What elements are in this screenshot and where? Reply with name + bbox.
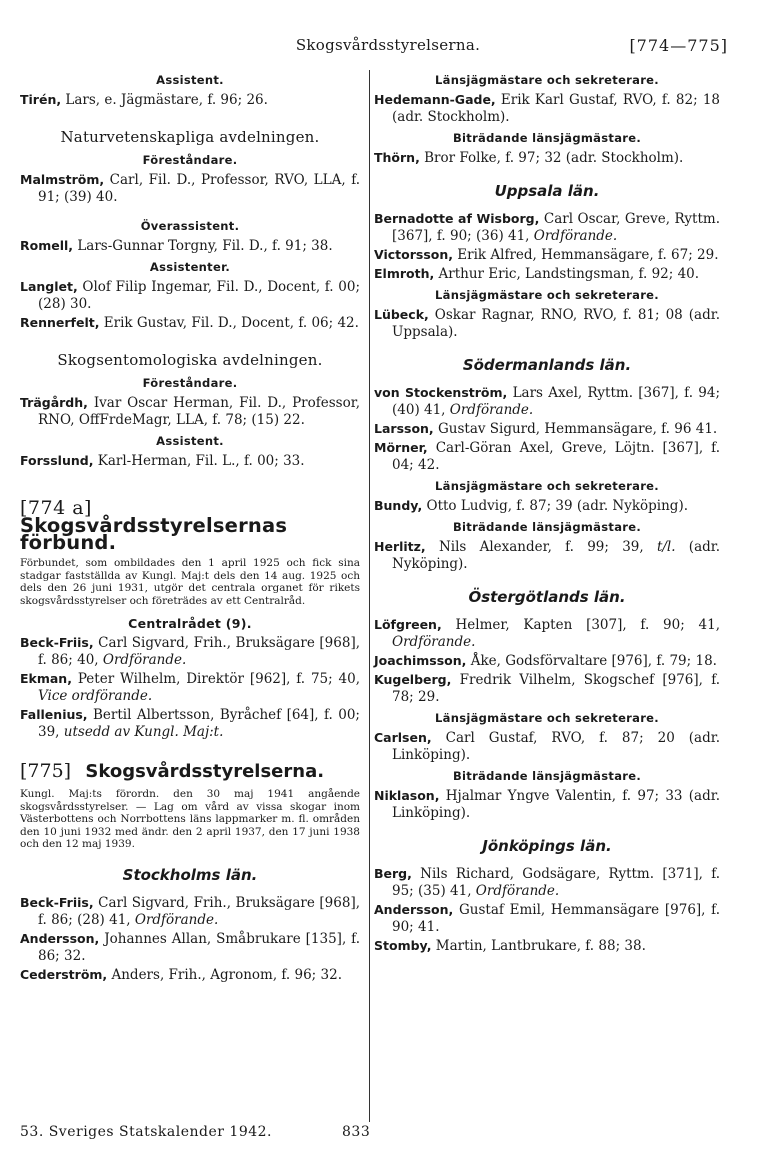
section-number: [775] [20,760,72,782]
entry-ekman: Ekman, Peter Wilhelm, Direktör [962], f. 75; 40, Vice ordförande. [20,671,360,704]
section-heading-775 [20,760,360,782]
role-label: Föreståndare. [142,376,238,390]
entry-forsslund: Forsslund, Karl-Herman, Fil. L., f. 00; 33. [20,453,305,469]
entry-malmstrom: Malmström, Carl, Fil. D., Professor, RVO, LLA, f. 91; (39) 40. [20,172,361,205]
county-heading: Södermanlands län. [462,356,632,374]
role-label: Biträdande länsjägmästare. [452,769,641,783]
page-range: [774—775] [629,36,728,55]
role-label: Centralrådet (9). [128,616,252,631]
role-label: Överassistent. [140,219,240,233]
role-label: Assistent. [156,73,224,87]
role-label: Länsjägmästare och sekreterare. [435,288,659,302]
entry-cederstrom: Cederström, Anders, Frih., Agronom, f. 96; 32. [20,966,342,983]
entry-carlsen: Carlsen, Carl Gustaf, RVO, f. 87; 20 (adr. Linköping). [374,730,720,763]
entry-langlet: Langlet, Olof Filip Ingemar, Fil. D., Docent, f. 00; (28) 30. [20,279,360,312]
entry-bernadotte: Bernadotte af Wisborg, Carl Oscar, Greve, Ryttm. [367], f. 90; (36) 41, Ordförande. [374,211,720,244]
entry-kugelberg: Kugelberg, Fredrik Vilhelm, Skogschef [976], f. 78; 29. [374,672,721,705]
right-column [374,72,720,956]
entry-andersson: Andersson, Johannes Allan, Småbrukare [135], f. 86; 32. [20,930,360,964]
entry-victorsson: Victorsson, Erik Alfred, Hemmansägare, f. 67; 29. [374,247,719,263]
role-label: Assistenter. [149,260,231,274]
entry-lubeck: Lübeck, Oskar Ragnar, RNO, RVO, f. 81; 08 (adr. Uppsala). [374,307,721,340]
role-label: Länsjägmästare och sekreterare. [435,73,659,87]
entry-romell: Romell, Lars-Gunnar Torgny, Fil. D., f. 91; 38. [20,238,333,254]
entry-tiren: Tirén, Lars, e. Jägmästare, f. 96; 26. [20,92,268,108]
entry-beckfriis: Beck-Friis, Carl Sigvard, Frih., Bruksägare [968], f. 86; (28) 41, Ordförande. [20,894,360,928]
entry-stomby: Stomby, Martin, Lantbrukare, f. 88; 38. [374,938,646,954]
entry-berg: Berg, Nils Richard, Godsägare, Ryttm. [371], f. 95; (35) 41, Ordförande. [374,866,721,899]
role-label: Biträdande länsjägmästare. [452,131,641,145]
entry-elmroth: Elmroth, Arthur Eric, Landstingsman, f. 92; 40. [374,266,700,282]
section-description: Kungl. Maj:ts förordn. den 30 maj 1941 angående skogsvårdsstyrelser. — Lag om vård av vissa skogar inom Västerbottens och Norrbottens läns lappmarker m. fl. områden den 10 juni 1932 med ändr. den 2 april 1937, den 17 juni 1938 och den 12 maj 1939. [20,788,360,850]
section-heading: Skogsvårdsstyrelsernas förbund. [20,514,288,554]
entry-fallenius: Fallenius, Bertil Albertsson, Byråchef [64], f. 00; 39, utsedd av Kungl. Maj:t. [20,707,360,740]
department-heading: Skogsentomologiska avdelningen. [57,351,323,369]
county-heading: Jönköpings län. [482,837,612,855]
section-number: [774 a] [20,497,92,519]
entry-larsson: Larsson, Gustav Sigurd, Hemmansägare, f. 96 41. [374,421,718,437]
county-heading: Östergötlands län. [468,588,626,606]
page-footer [20,1124,371,1140]
county-heading: Stockholms län. [122,865,258,884]
entry-morner: Mörner, Carl-Göran Axel, Greve, Löjtn. [367], f. 04; 42. [374,440,720,473]
county-heading: Uppsala län. [494,182,600,200]
department-heading: Naturvetenskapliga avdelningen. [60,128,320,146]
entry-joachimsson: Joachimsson, Åke, Godsförvaltare [976], f. 79; 18. [374,653,717,669]
role-label: Assistent. [156,434,224,448]
role-label: Biträdande länsjägmästare. [452,520,641,534]
role-label: Länsjägmästare och sekreterare. [435,711,659,725]
section-title: Skogsvårdsstyrelserna. [85,761,325,782]
footer-source: 53. Sveriges Statskalender 1942. [20,1124,273,1140]
entry-thorn: Thörn, Bror Folke, f. 97; 32 (adr. Stockholm). [374,150,684,166]
entry-hedemann: Hedemann-Gade, Erik Karl Gustaf, RVO, f. 82; 18 (adr. Stockholm). [374,92,721,125]
entry-herlitz: Herlitz, Nils Alexander, f. 99; 39, t/l. (adr. Nyköping). [374,539,721,572]
entry-andersson: Andersson, Gustaf Emil, Hemmansägare [976], f. 90; 41. [374,902,720,935]
section-description: Förbundet, som ombildades den 1 april 1925 och fick sina stadgar fastställda av Kungl. Maj:t dels den 14 aug. 1925 och dels den 26 juni 1931, utgör det centrala organet för rikets skogsvårdsstyrelser och företrädes av ett Centralråd. [20,557,360,607]
role-label: Föreståndare. [142,153,238,167]
column-divider [369,70,370,1122]
entry-niklason: Niklason, Hjalmar Yngve Valentin, f. 97; 33 (adr. Linköping). [374,788,720,821]
entry-bundy: Bundy, Otto Ludvig, f. 87; 39 (adr. Nyköping). [374,498,689,514]
entry-lofgreen: Löfgreen, Helmer, Kapten [307], f. 90; 41, Ordförande. [374,617,720,650]
role-label: Länsjägmästare och sekreterare. [435,479,659,493]
entry-beckfriis: Beck-Friis, Carl Sigvard, Frih., Bruksägare [968], f. 86; 40, Ordförande. [20,635,360,668]
entry-tragardh: Trägårdh, Ivar Oscar Herman, Fil. D., Professor, RNO, OffFrdeMagr, LLA, f. 78; (15) 22. [20,395,360,428]
left-column [20,72,360,985]
page-title: Skogsvårdsstyrelserna. [295,36,481,54]
entry-rennerfelt: Rennerfelt, Erik Gustav, Fil. D., Docent, f. 06; 42. [20,315,359,331]
page-number: 833 [342,1124,371,1140]
entry-stockenstrom: von Stockenström, Lars Axel, Ryttm. [367], f. 94; (40) 41, Ordförande. [374,385,720,418]
running-head [0,36,776,58]
